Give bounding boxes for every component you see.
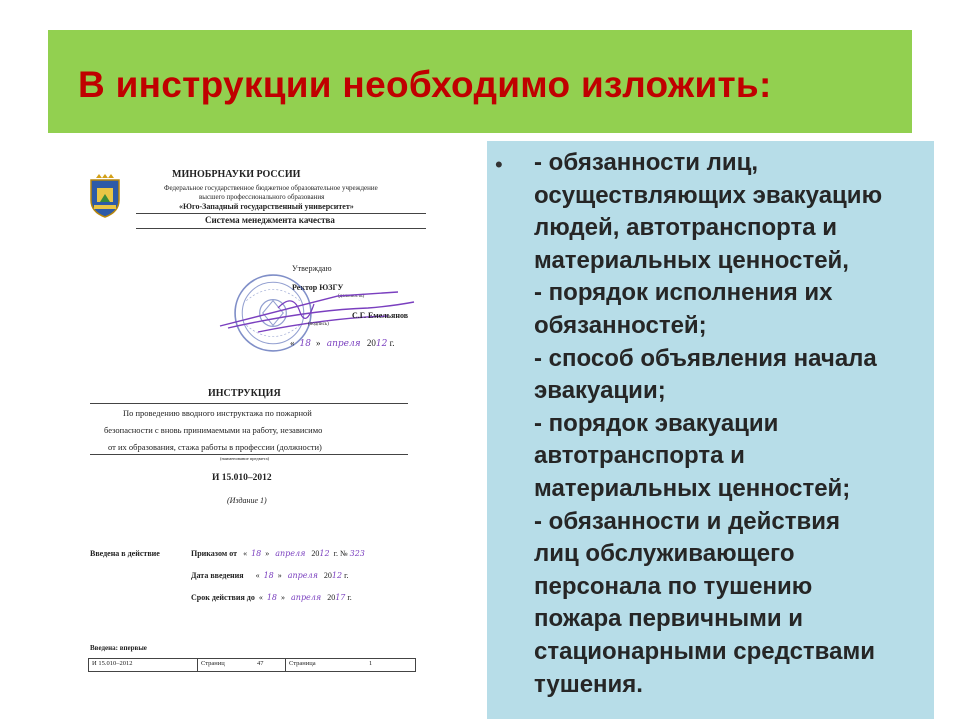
doc-type: ИНСТРУКЦИЯ xyxy=(208,388,281,399)
validity-year: 17 xyxy=(335,593,346,602)
approve-year-suffix: г. xyxy=(389,338,395,348)
doc-edition: (Издание 1) xyxy=(227,496,267,505)
order-year-prefix: 20 xyxy=(311,549,320,558)
doc-system: Система менеджмента качества xyxy=(205,215,335,225)
doc-position-caption: (должность) xyxy=(338,294,365,299)
bullet-marker: • xyxy=(495,152,503,177)
doc-first-intro: Введена: впервые xyxy=(90,644,147,652)
validity-year-prefix: 20 xyxy=(327,593,336,602)
doc-rector-name: С.Г. Емельянов xyxy=(352,311,409,320)
quote-close: » xyxy=(315,338,321,348)
validity-year-suffix: г. xyxy=(347,593,352,602)
validity-label: Срок действия до xyxy=(191,593,255,602)
bullet-text: - обязанности лиц, осуществляющих эвакуацию людей, автотранспорта и материальных ценностей, - порядок исполнения их обязанностей; - способ объявления начала эвакуации; - порядок эвакуации автотранспорта и материальных ценностей; - обязанности и действия лиц обслуживающего персонала по тушению пожара первичными и стационарными средствами тушения. xyxy=(534,149,883,698)
doc-approve: Утверждаю xyxy=(292,264,332,273)
footer-code: И 15.010–2012 xyxy=(92,660,133,667)
quote-close: » xyxy=(277,571,282,580)
approve-year-prefix: 20 xyxy=(366,338,376,348)
quote-open: « xyxy=(258,593,263,602)
doc-name-caption: (наименование предмета) xyxy=(220,456,270,461)
doc-purpose-3: от их образования, стажа работы в профессии (должности) xyxy=(108,442,322,452)
footer-divider-2 xyxy=(285,659,286,671)
doc-university: «Юго-Западный государственный университет» xyxy=(179,202,354,211)
doc-number: И 15.010–2012 xyxy=(212,473,272,483)
validity-day: 18 xyxy=(266,593,278,602)
university-crest-icon xyxy=(88,174,122,218)
document-image xyxy=(80,160,425,680)
quote-open: « xyxy=(243,549,248,558)
slide-title: В инструкции необходимо изложить: xyxy=(78,64,772,105)
doc-validity-line xyxy=(191,593,352,602)
intro-year: 12 xyxy=(331,571,343,580)
footer-page-label: Страница xyxy=(289,660,316,667)
approve-day: 18 xyxy=(299,339,311,349)
intro-label: Дата введения xyxy=(191,571,244,580)
doc-effective-label: Введена в действие xyxy=(90,549,160,558)
doc-rector: Ректор ЮЗГУ xyxy=(292,283,344,292)
footer-pages: 47 xyxy=(257,660,264,667)
doc-approve-date xyxy=(290,338,395,349)
quote-open: « xyxy=(255,571,260,580)
intro-month: апреля xyxy=(287,571,318,580)
footer-divider-1 xyxy=(197,659,198,671)
doc-type-rule xyxy=(90,403,408,404)
footer-page: 1 xyxy=(369,660,373,667)
intro-year-prefix: 20 xyxy=(323,571,332,580)
order-year: 12 xyxy=(319,549,330,558)
doc-signature-caption: (подпись) xyxy=(308,322,329,327)
doc-system-rule xyxy=(136,228,426,229)
approve-month: апреля xyxy=(326,339,361,349)
approve-year: 12 xyxy=(375,339,388,349)
doc-org-line1: Федеральное государственное бюджетное образовательное учреждение xyxy=(164,184,378,192)
intro-day: 18 xyxy=(263,571,274,580)
doc-purpose-2: безопасности с вновь принимаемыми на работу, независимо xyxy=(104,425,323,435)
doc-intro-line xyxy=(191,571,349,580)
intro-year-suffix: г. xyxy=(344,571,349,580)
doc-ministry: МИНОБРНАУКИ РОССИИ xyxy=(172,169,301,180)
order-no-label: г. № xyxy=(333,549,348,558)
doc-purpose-1: По проведению вводного инструктажа по пожарной xyxy=(123,408,312,418)
order-day: 18 xyxy=(251,549,262,558)
quote-close: » xyxy=(265,549,270,558)
doc-order-line xyxy=(191,549,365,558)
doc-footer-table xyxy=(88,658,416,672)
order-no: 323 xyxy=(349,549,365,558)
footer-pages-label: Страниц xyxy=(201,660,225,667)
doc-purpose-rule xyxy=(90,454,408,455)
order-label: Приказом от xyxy=(191,549,238,558)
order-month: апреля xyxy=(275,549,306,558)
doc-header-rule xyxy=(136,213,426,214)
quote-open: « xyxy=(290,338,295,348)
quote-close: » xyxy=(281,593,286,602)
doc-org-line2: высшего профессионального образования xyxy=(199,193,325,201)
validity-month: апреля xyxy=(291,593,322,602)
